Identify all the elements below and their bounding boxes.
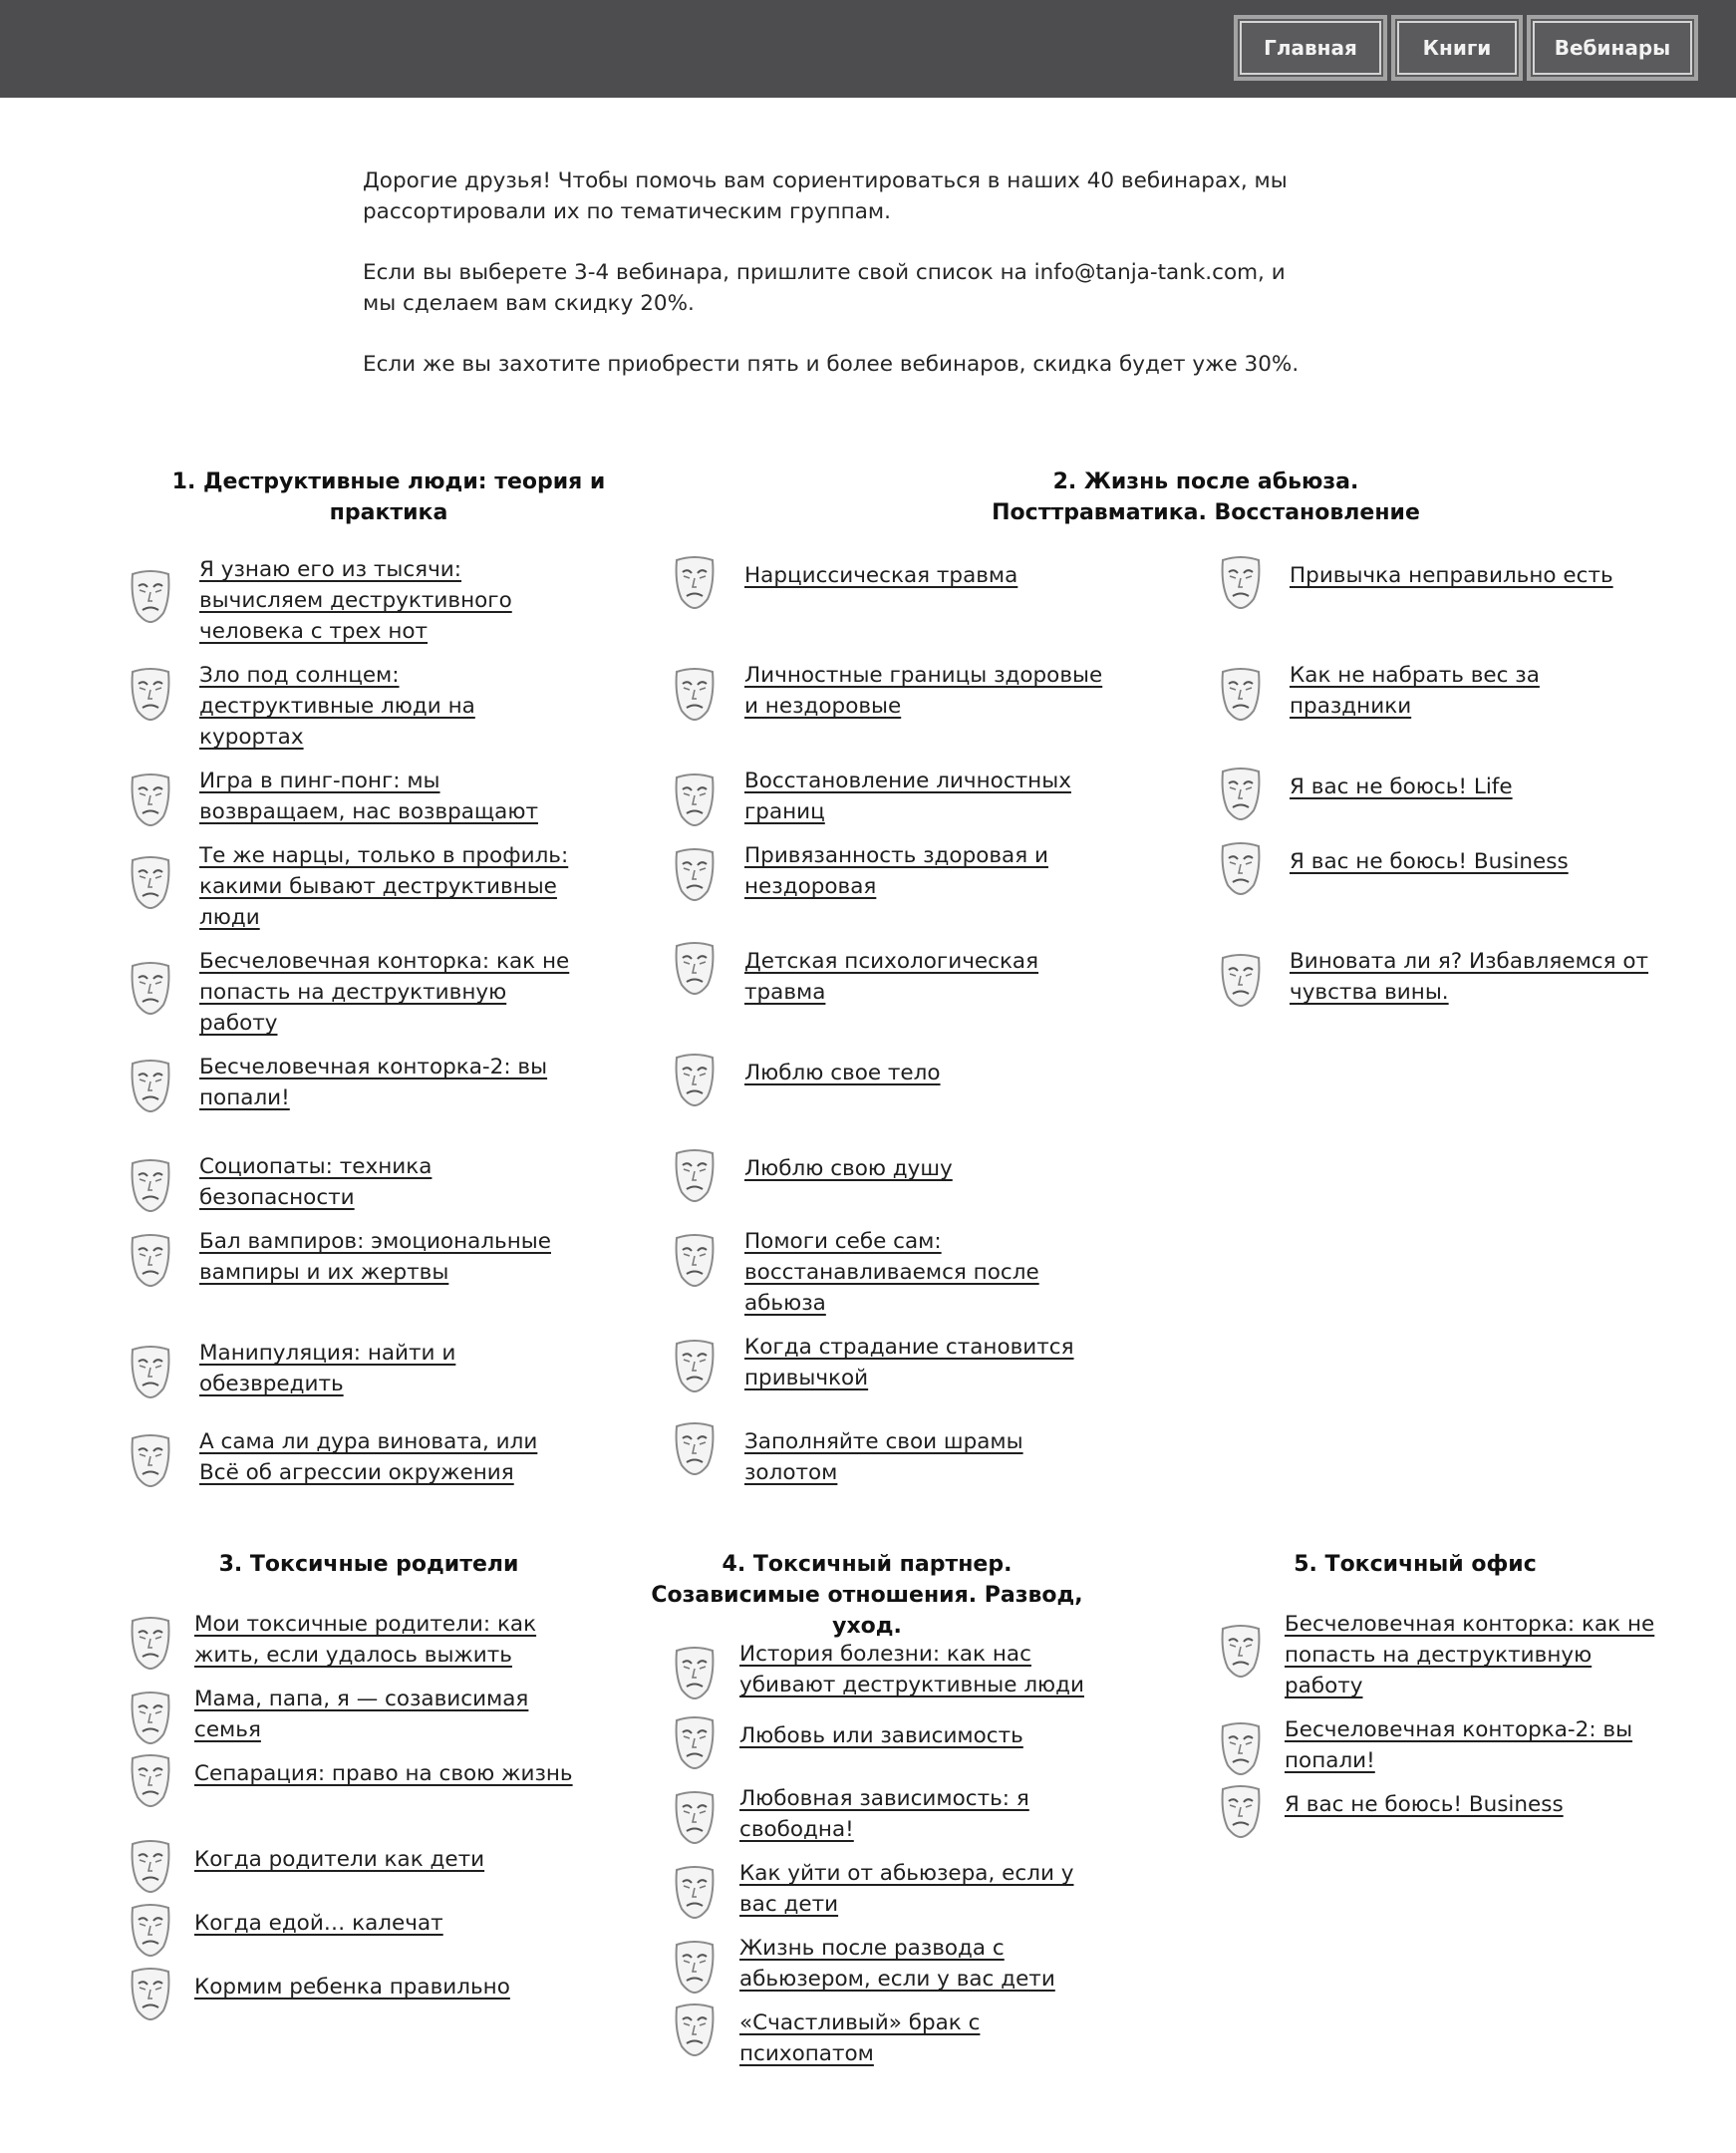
webinar-link-s3[interactable]: Мои токсичные родители: как жить, если удалось выжить [194, 1612, 537, 1668]
intro-paragraph-catalog: Дорогие друзья! Чтобы помочь вам сориентироваться в наших 40 вебинарах, мы рассортировали их по тематическим группам. [363, 168, 1288, 224]
webinar-link-s4[interactable]: Любовная зависимость: я свободна! [739, 1786, 1029, 1842]
webinar-link-s1[interactable]: Те же нарцы, только в профиль: какими бывают деструктивные люди [199, 843, 569, 930]
webinar-link-s2a[interactable]: Люблю свое тело [744, 1061, 941, 1085]
webinar-link-s2a[interactable]: Привязанность здоровая и нездоровая [744, 843, 1048, 899]
nav-home-button[interactable]: Главная [1234, 15, 1387, 81]
theatre-mask-icon[interactable] [128, 1432, 173, 1488]
webinar-link-s1[interactable]: Бесчеловечная конторка: как не попасть на деструктивную работу [199, 949, 570, 1036]
theatre-mask-icon[interactable] [672, 1052, 718, 1107]
webinar-link-s2a[interactable]: Детская психологическая травма [744, 949, 1039, 1005]
webinar-link-s1[interactable]: Бал вампиров: эмоциональные вампиры и их жертвы [199, 1229, 551, 1285]
webinar-link-s3[interactable]: Мама, папа, я — созависимая семья [194, 1687, 529, 1742]
theatre-mask-icon[interactable] [128, 771, 173, 827]
theatre-mask-icon[interactable] [1218, 554, 1264, 610]
theatre-mask-icon[interactable] [128, 854, 173, 910]
webinar-link-s1[interactable]: Манипуляция: найти и обезвредить [199, 1341, 456, 1396]
webinar-link-s2b[interactable]: Я вас не боюсь! Life [1290, 774, 1513, 799]
webinar-link-s2a[interactable]: Личностные границы здоровые и нездоровые [744, 663, 1103, 719]
webinar-link-s3[interactable]: Когда родители как дети [194, 1847, 485, 1872]
theatre-mask-icon[interactable] [672, 666, 718, 722]
webinar-link-s2a[interactable]: Восстановление личностных границ [744, 769, 1071, 824]
section-heading-toxic-office: 5. Токсичный офис [1294, 1552, 1537, 1577]
webinar-link-s2b[interactable]: Как не набрать вес за праздники [1290, 663, 1540, 719]
theatre-mask-icon[interactable] [1218, 1623, 1264, 1679]
theatre-mask-icon[interactable] [128, 1838, 173, 1894]
intro-paragraph-discount-20: Если вы выберете 3-4 вебинара, пришлите свой список на info@tanja-tank.com, и мы сделаем вам скидку 20%. [363, 260, 1286, 316]
webinar-link-s1[interactable]: Бесчеловечная конторка-2: вы попали! [199, 1055, 548, 1110]
theatre-mask-icon[interactable] [672, 2001, 718, 2057]
section-heading-after-abuse: 2. Жизнь после абьюза. Посттравматика. Восстановление [992, 469, 1420, 525]
webinar-link-s1[interactable]: Социопаты: техника безопасности [199, 1154, 433, 1210]
theatre-mask-icon[interactable] [672, 1338, 718, 1393]
webinar-link-s3[interactable]: Сепарация: право на свою жизнь [194, 1761, 573, 1786]
theatre-mask-icon[interactable] [1218, 1720, 1264, 1776]
webinar-link-s4[interactable]: «Счастливый» брак с психопатом [739, 2010, 981, 2066]
webinar-link-s4[interactable]: Любовь или зависимость [739, 1723, 1023, 1748]
theatre-mask-icon[interactable] [672, 1864, 718, 1920]
theatre-mask-icon[interactable] [672, 1232, 718, 1288]
theatre-mask-icon[interactable] [672, 554, 718, 610]
theatre-mask-icon[interactable] [128, 1232, 173, 1288]
webinar-link-s4[interactable]: Как уйти от абьюзера, если у вас дети [739, 1861, 1074, 1917]
theatre-mask-icon[interactable] [128, 960, 173, 1016]
theatre-mask-icon[interactable] [672, 1420, 718, 1476]
intro-paragraph-discount-30: Если же вы захотите приобрести пять и более вебинаров, скидка будет уже 30%. [363, 352, 1300, 377]
webinar-link-s2a[interactable]: Люблю свою душу [744, 1156, 953, 1181]
nav-books-button[interactable]: Книги [1391, 15, 1523, 81]
webinar-link-s2b[interactable]: Я вас не боюсь! Business [1290, 849, 1569, 874]
theatre-mask-icon[interactable] [128, 1344, 173, 1399]
webinar-link-s2b[interactable]: Привычка неправильно есть [1290, 563, 1613, 588]
webinar-link-s5[interactable]: Я вас не боюсь! Business [1285, 1792, 1564, 1817]
theatre-mask-icon[interactable] [1218, 666, 1264, 722]
webinar-link-s4[interactable]: Жизнь после развода с абьюзером, если у вас дети [739, 1936, 1055, 1992]
theatre-mask-icon[interactable] [672, 1789, 718, 1845]
section-heading-destructive-people: 1. Деструктивные люди: теория и практика [171, 469, 606, 525]
webinar-link-s1[interactable]: Игра в пинг-понг: мы возвращаем, нас возвращают [199, 769, 538, 824]
theatre-mask-icon[interactable] [1218, 840, 1264, 896]
theatre-mask-icon[interactable] [128, 568, 173, 624]
theatre-mask-icon[interactable] [672, 1939, 718, 1995]
webinar-link-s2a[interactable]: Нарциссическая травма [744, 563, 1018, 588]
theatre-mask-icon[interactable] [128, 666, 173, 722]
webinar-link-s2a[interactable]: Когда страдание становится привычкой [744, 1335, 1074, 1390]
webinar-link-s2a[interactable]: Помоги себе сам: восстанавливаемся после абьюза [744, 1229, 1039, 1316]
webinar-link-s2b[interactable]: Виновата ли я? Избавляемся от чувства вины. [1290, 949, 1649, 1005]
intro-text [363, 165, 1319, 410]
theatre-mask-icon[interactable] [672, 940, 718, 996]
nav-webinars-button[interactable]: Вебинары [1527, 15, 1698, 81]
theatre-mask-icon[interactable] [672, 1714, 718, 1770]
theatre-mask-icon[interactable] [672, 1147, 718, 1203]
webinar-link-s1[interactable]: Зло под солнцем: деструктивные люди на курортах [199, 663, 475, 750]
webinar-link-s4[interactable]: История болезни: как нас убивают деструктивные люди [739, 1642, 1084, 1697]
top-navigation-bar [0, 0, 1736, 98]
webinar-link-s1[interactable]: А сама ли дура виновата, или Всё об агрессии окружения [199, 1429, 538, 1485]
section-heading-toxic-partner: 4. Токсичный партнер. Созависимые отношения. Развод, уход. [651, 1552, 1083, 1639]
section-heading-toxic-parents: 3. Токсичные родители [218, 1552, 519, 1577]
webinar-link-s3[interactable]: Кормим ребенка правильно [194, 1975, 510, 1999]
theatre-mask-icon[interactable] [672, 1645, 718, 1700]
theatre-mask-icon[interactable] [128, 1752, 173, 1808]
theatre-mask-icon[interactable] [672, 771, 718, 827]
theatre-mask-icon[interactable] [128, 1058, 173, 1113]
webinar-link-s5[interactable]: Бесчеловечная конторка-2: вы попали! [1285, 1717, 1633, 1773]
webinar-link-s5[interactable]: Бесчеловечная конторка: как не попасть на деструктивную работу [1285, 1612, 1655, 1698]
theatre-mask-icon[interactable] [128, 1615, 173, 1671]
theatre-mask-icon[interactable] [672, 846, 718, 902]
theatre-mask-icon[interactable] [128, 1902, 173, 1958]
theatre-mask-icon[interactable] [1218, 766, 1264, 821]
webinar-link-s3[interactable]: Когда едой… калечат [194, 1911, 443, 1936]
theatre-mask-icon[interactable] [128, 1157, 173, 1213]
theatre-mask-icon[interactable] [128, 1690, 173, 1745]
theatre-mask-icon[interactable] [1218, 952, 1264, 1008]
webinar-link-s2a[interactable]: Заполняйте свои шрамы золотом [744, 1429, 1023, 1485]
theatre-mask-icon[interactable] [1218, 1783, 1264, 1839]
webinar-link-s1[interactable]: Я узнаю его из тысячи: вычисляем деструктивного человека с трех нот [199, 557, 512, 644]
theatre-mask-icon[interactable] [128, 1966, 173, 2021]
